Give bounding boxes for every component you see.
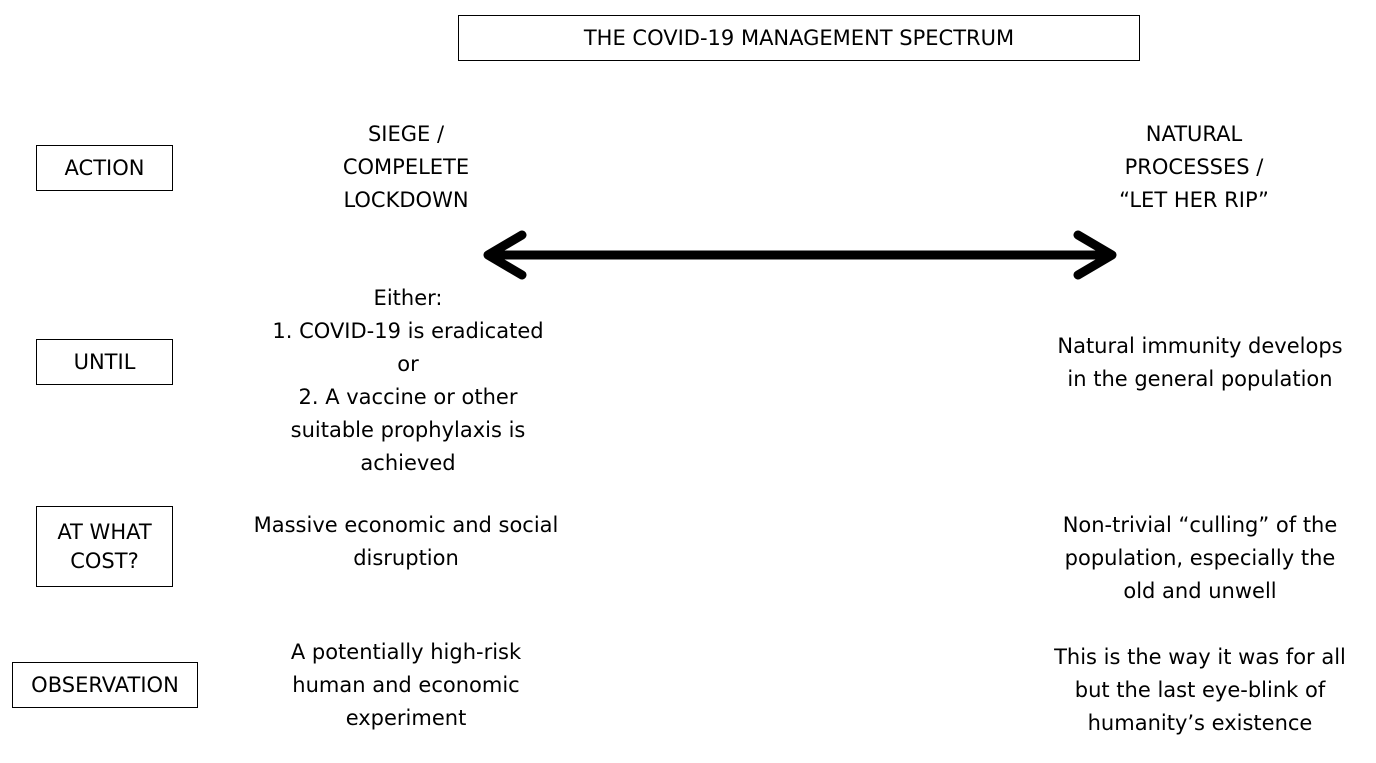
left-action-text: SIEGE / COMPELETE LOCKDOWN	[342, 122, 470, 212]
row-label-cost: AT WHAT COST?	[36, 506, 173, 587]
right-until-text: Natural immunity develops in the general population	[1057, 334, 1343, 391]
left-until-text: Either: 1. COVID-19 is eradicated or 2. A vaccine or other suitable prophylaxis is achieved	[272, 286, 544, 475]
right-action-text: NATURAL PROCESSES / “LET HER RIP”	[1119, 122, 1269, 212]
double-arrow-icon	[470, 225, 1130, 285]
right-observation-text: This is the way it was for all but the last eye-blink of humanity’s existence	[1054, 645, 1346, 735]
row-label-until: UNTIL	[36, 339, 173, 385]
diagram-title: THE COVID-19 MANAGEMENT SPECTRUM	[458, 15, 1140, 61]
left-cost-text: Massive economic and social disruption	[253, 513, 559, 570]
row-label-action: ACTION	[36, 145, 173, 191]
row-label-observation: OBSERVATION	[12, 662, 198, 708]
left-observation-text: A potentially high-risk human and economic experiment	[290, 640, 522, 730]
right-cost-text: Non-trivial “culling” of the population, especially the old and unwell	[1062, 513, 1338, 603]
